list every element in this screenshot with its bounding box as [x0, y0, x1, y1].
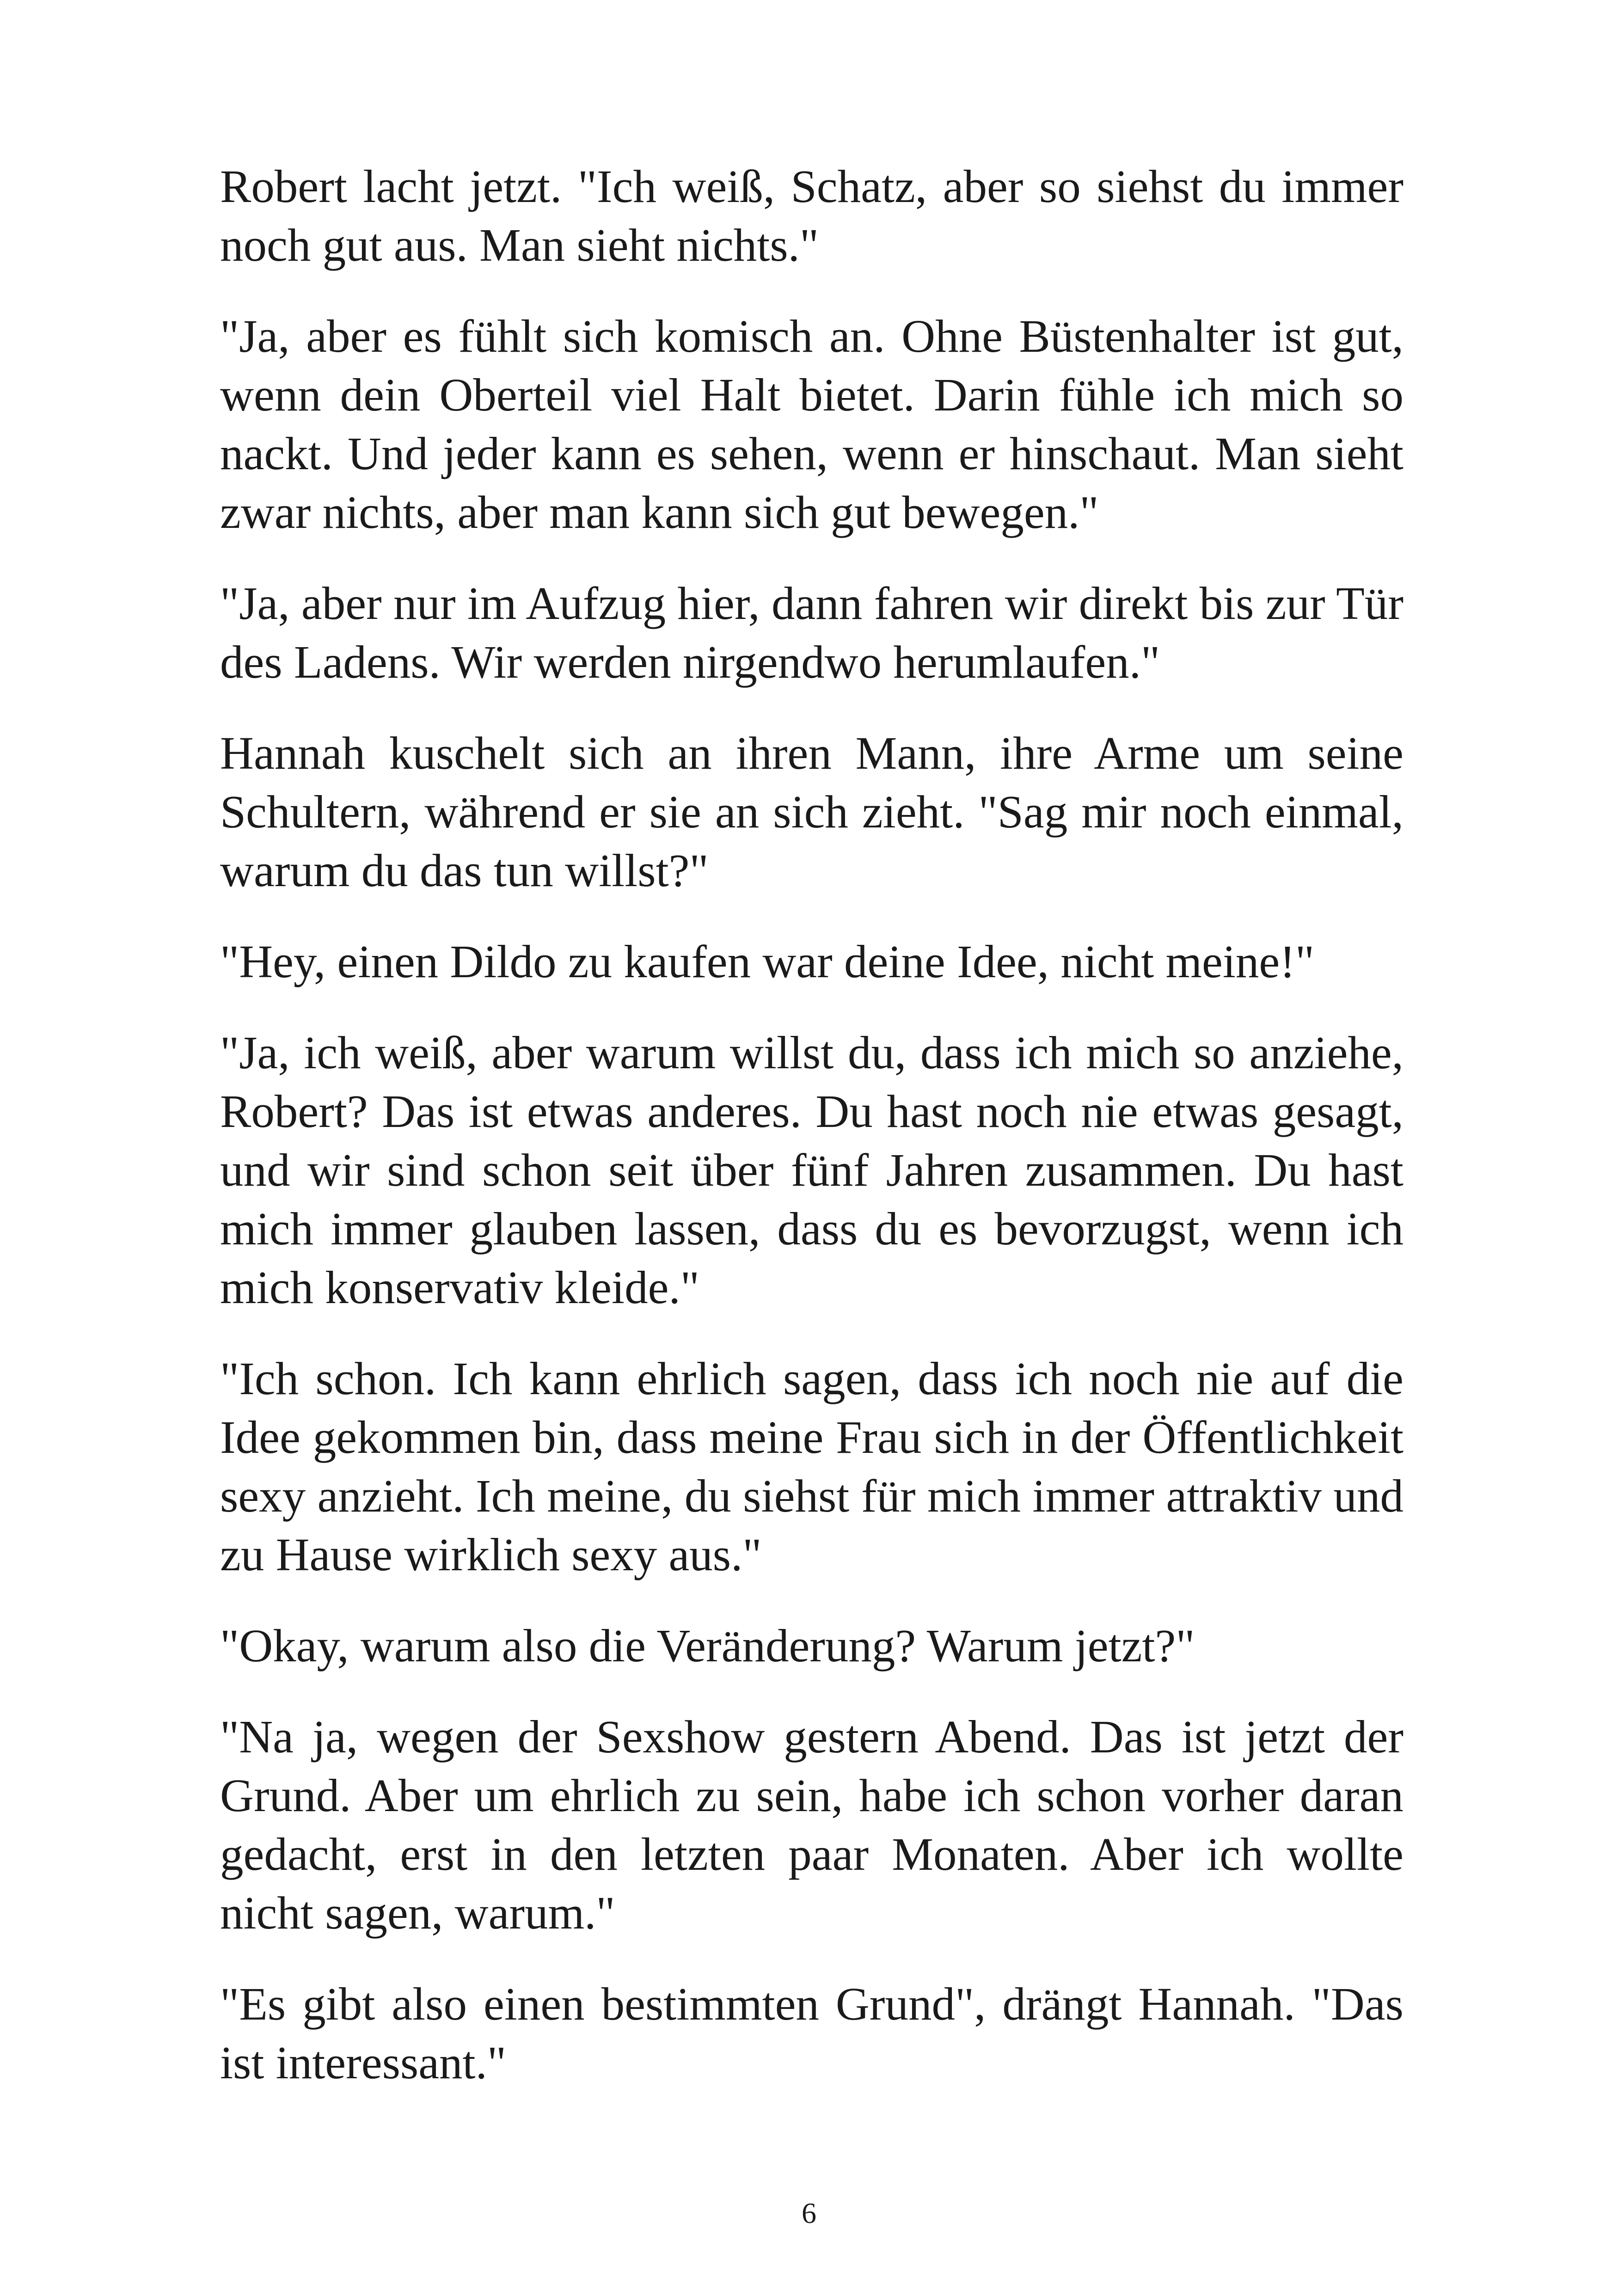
paragraph: Robert lacht jetzt. "Ich weiß, Schatz, aber so siehst du immer noch gut aus. Man sieht nichts." — [220, 160, 1403, 271]
paragraph: "Ja, aber nur im Aufzug hier, dann fahren wir direkt bis zur Tür des Ladens. Wir werden nirgendwo herumlaufen." — [220, 577, 1403, 688]
paragraph: "Ich schon. Ich kann ehrlich sagen, dass ich noch nie auf die Idee gekommen bin, dass meine Frau sich in der Öffentlichkeit sexy anzieht. Ich meine, du siehst für mich immer attraktiv und zu Hause wirklich sexy aus." — [220, 1353, 1403, 1580]
paragraph: "Na ja, wegen der Sexshow gestern Abend. Das ist jetzt der Grund. Aber um ehrlich zu sein, habe ich schon vorher daran gedacht, erst in den letzten paar Monaten. Aber ich wollte nicht sagen, warum." — [220, 1711, 1403, 1939]
paragraph: "Ja, ich weiß, aber warum willst du, dass ich mich so anziehe, Robert? Das ist etwas anderes. Du hast noch nie etwas gesagt, und wir sind schon seit über fünf Jahren zusammen. Du hast mich immer glauben lassen, dass du es bevorzugst, wenn ich mich konservativ kleide." — [220, 1027, 1403, 1313]
page-number: 6 — [802, 2197, 816, 2229]
body-text — [220, 157, 1403, 2125]
paragraph: "Ja, aber es fühlt sich komisch an. Ohne Büstenhalter ist gut, wenn dein Oberteil viel Halt bietet. Darin fühle ich mich so nackt. Und jeder kann es sehen, wenn er hinschaut. Man sieht zwar nichts, aber man kann sich gut bewegen." — [220, 310, 1403, 538]
paragraph: "Es gibt also einen bestimmten Grund", drängt Hannah. "Das ist interessant." — [220, 1978, 1403, 2088]
paragraph: Hannah kuschelt sich an ihren Mann, ihre Arme um seine Schultern, während er sie an sich zieht. "Sag mir noch einmal, warum du das tun willst?" — [220, 727, 1403, 896]
paragraph: "Hey, einen Dildo zu kaufen war deine Idee, nicht meine!" — [220, 936, 1315, 987]
paragraph: "Okay, warum also die Veränderung? Warum jetzt?" — [220, 1620, 1195, 1671]
